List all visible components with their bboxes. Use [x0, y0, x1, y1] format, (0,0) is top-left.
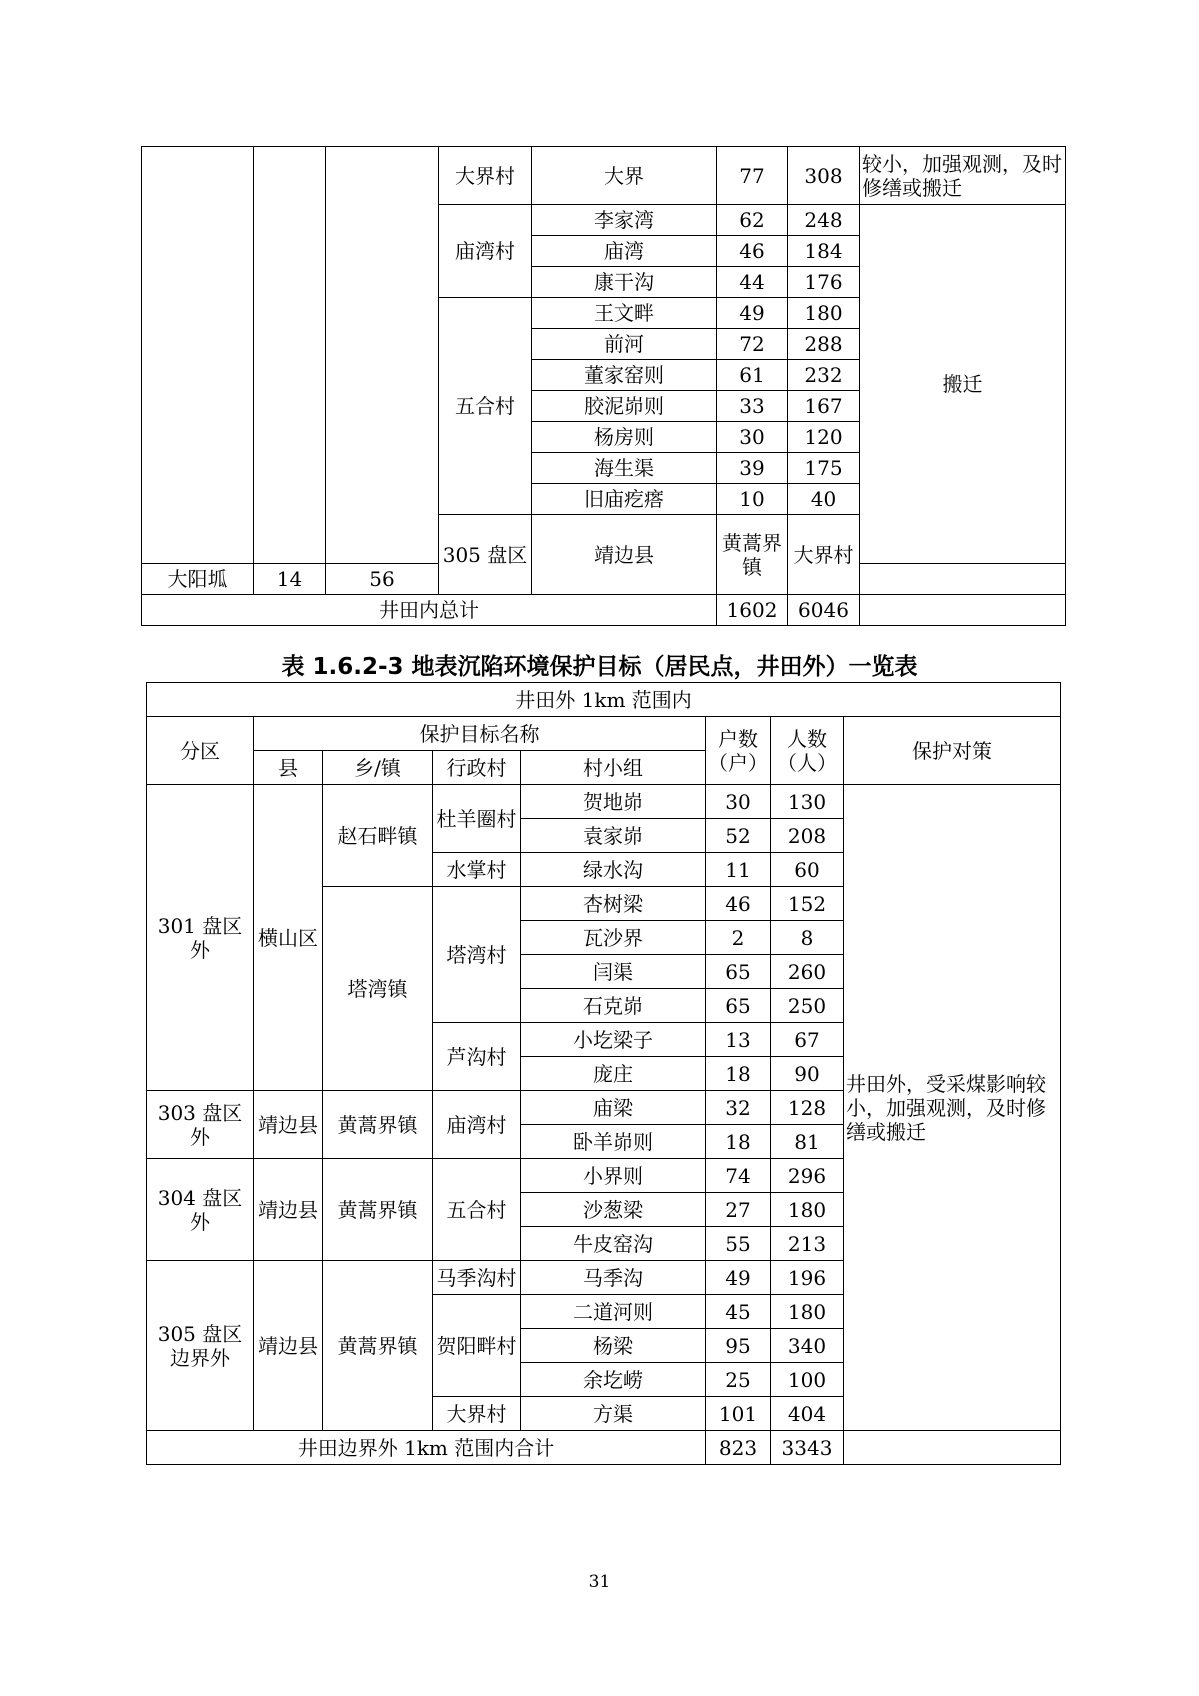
group-cell: 前河 [532, 329, 717, 360]
people-cell: 184 [788, 236, 860, 267]
group-cell: 小界则 [521, 1159, 706, 1193]
households-cell: 46 [706, 887, 771, 921]
total-label: 井田内总计 [142, 595, 717, 626]
group-cell: 海生渠 [532, 453, 717, 484]
town-cell: 黄蒿界镇 [717, 515, 788, 595]
people-cell: 81 [771, 1125, 844, 1159]
table-continued [141, 146, 1066, 626]
group-cell: 绿水沟 [521, 853, 706, 887]
total-households: 1602 [717, 595, 788, 626]
group-cell: 大阳坬 [142, 564, 254, 595]
households-cell: 11 [706, 853, 771, 887]
households-cell: 18 [706, 1057, 771, 1091]
people-cell: 250 [771, 989, 844, 1023]
people-cell: 260 [771, 955, 844, 989]
village-cell: 大界村 [439, 147, 532, 205]
header-county: 县 [254, 751, 323, 785]
households-cell: 10 [717, 484, 788, 515]
town-cell: 黄蒿界镇 [323, 1261, 433, 1431]
total-households: 823 [706, 1431, 771, 1465]
group-cell: 马季沟 [521, 1261, 706, 1295]
zone-cell: 301 盘区外 [147, 785, 254, 1091]
households-cell: 49 [706, 1261, 771, 1295]
group-cell: 杨房则 [532, 422, 717, 453]
group-cell: 石克峁 [521, 989, 706, 1023]
households-cell: 32 [706, 1091, 771, 1125]
header-zone: 分区 [147, 717, 254, 785]
group-cell: 大界 [532, 147, 717, 205]
village-cell: 五合村 [439, 298, 532, 515]
people-cell: 232 [788, 360, 860, 391]
people-cell: 120 [788, 422, 860, 453]
group-cell: 二道河则 [521, 1295, 706, 1329]
households-cell: 74 [706, 1159, 771, 1193]
people-cell: 90 [771, 1057, 844, 1091]
people-cell: 60 [771, 853, 844, 887]
village-cell: 五合村 [433, 1159, 521, 1261]
town-cell: 塔湾镇 [323, 887, 433, 1091]
group-cell: 旧庙疙瘩 [532, 484, 717, 515]
households-cell: 45 [706, 1295, 771, 1329]
village-cell: 水掌村 [433, 853, 521, 887]
people-cell: 180 [771, 1295, 844, 1329]
group-cell: 沙葱梁 [521, 1193, 706, 1227]
households-cell: 13 [706, 1023, 771, 1057]
page-number: 31 [588, 1572, 611, 1592]
village-cell: 马季沟村 [433, 1261, 521, 1295]
people-cell: 130 [771, 785, 844, 819]
households-cell: 2 [706, 921, 771, 955]
people-cell: 340 [771, 1329, 844, 1363]
households-cell: 33 [717, 391, 788, 422]
measure-cell: 井田外，受采煤影响较小，加强观测，及时修缮或搬迁 [844, 785, 1061, 1431]
people-cell: 67 [771, 1023, 844, 1057]
households-cell: 77 [717, 147, 788, 205]
group-cell: 牛皮窑沟 [521, 1227, 706, 1261]
total-people: 3343 [771, 1431, 844, 1465]
group-cell: 小圪梁子 [521, 1023, 706, 1057]
zone-cell: 305 盘区边界外 [147, 1261, 254, 1431]
households-cell: 65 [706, 989, 771, 1023]
group-cell: 庙梁 [521, 1091, 706, 1125]
people-cell: 296 [771, 1159, 844, 1193]
table-title: 表 1.6.2-3 地表沉陷环境保护目标（居民点，井田外）一览表 [281, 654, 918, 680]
households-cell: 55 [706, 1227, 771, 1261]
zone-cell: 304 盘区外 [147, 1159, 254, 1261]
households-cell: 14 [254, 564, 326, 595]
header-people: 人数（人） [771, 717, 844, 785]
group-cell: 瓦沙界 [521, 921, 706, 955]
group-cell: 闫渠 [521, 955, 706, 989]
measure-cell: 搬迁 [860, 205, 1066, 564]
header-town: 乡/镇 [323, 751, 433, 785]
zone-cell: 303 盘区外 [147, 1091, 254, 1159]
group-cell: 康干沟 [532, 267, 717, 298]
county-cell: 横山区 [254, 785, 323, 1091]
village-cell: 大界村 [433, 1397, 521, 1431]
people-cell: 196 [771, 1261, 844, 1295]
town-cell: 赵石畔镇 [323, 785, 433, 887]
village-cell: 大界村 [788, 515, 860, 595]
people-cell: 175 [788, 453, 860, 484]
households-cell: 72 [717, 329, 788, 360]
group-cell: 王文畔 [532, 298, 717, 329]
village-cell: 庙湾村 [439, 205, 532, 298]
zone-cell: 305 盘区 [439, 515, 532, 595]
households-cell: 25 [706, 1363, 771, 1397]
group-cell: 李家湾 [532, 205, 717, 236]
households-cell: 30 [717, 422, 788, 453]
group-cell: 杏树梁 [521, 887, 706, 921]
households-cell: 49 [717, 298, 788, 329]
people-cell: 176 [788, 267, 860, 298]
header-measure: 保护对策 [844, 717, 1061, 785]
people-cell: 208 [771, 819, 844, 853]
households-cell: 18 [706, 1125, 771, 1159]
people-cell: 56 [326, 564, 439, 595]
group-cell: 方渠 [521, 1397, 706, 1431]
group-cell: 庙湾 [532, 236, 717, 267]
people-cell: 180 [771, 1193, 844, 1227]
households-cell: 95 [706, 1329, 771, 1363]
people-cell: 152 [771, 887, 844, 921]
village-cell: 杜羊圈村 [433, 785, 521, 853]
people-cell: 100 [771, 1363, 844, 1397]
county-cell: 靖边县 [254, 1261, 323, 1431]
header-target: 保护目标名称 [254, 717, 706, 751]
households-cell: 44 [717, 267, 788, 298]
table-outside-field [146, 682, 1061, 1465]
people-cell: 180 [788, 298, 860, 329]
header-village: 行政村 [433, 751, 521, 785]
households-cell: 62 [717, 205, 788, 236]
people-cell: 8 [771, 921, 844, 955]
group-cell: 袁家峁 [521, 819, 706, 853]
group-cell: 卧羊峁则 [521, 1125, 706, 1159]
group-cell: 贺地峁 [521, 785, 706, 819]
county-cell: 靖边县 [254, 1159, 323, 1261]
households-cell: 65 [706, 955, 771, 989]
households-cell: 30 [706, 785, 771, 819]
total-label: 井田边界外 1km 范围内合计 [147, 1431, 706, 1465]
group-cell: 杨梁 [521, 1329, 706, 1363]
group-cell: 董家窑则 [532, 360, 717, 391]
households-cell: 27 [706, 1193, 771, 1227]
households-cell: 52 [706, 819, 771, 853]
village-cell: 贺阳畔村 [433, 1295, 521, 1397]
town-cell: 黄蒿界镇 [323, 1091, 433, 1159]
group-cell: 庞庄 [521, 1057, 706, 1091]
measure-cell: 较小，加强观测，及时修缮或搬迁 [860, 147, 1066, 205]
households-cell: 46 [717, 236, 788, 267]
table-caption: 井田外 1km 范围内 [147, 683, 1061, 717]
header-households: 户数（户） [706, 717, 771, 785]
people-cell: 213 [771, 1227, 844, 1261]
group-cell: 胶泥峁则 [532, 391, 717, 422]
village-cell: 塔湾村 [433, 887, 521, 1023]
households-cell: 61 [717, 360, 788, 391]
households-cell: 101 [706, 1397, 771, 1431]
town-cell: 黄蒿界镇 [323, 1159, 433, 1261]
village-cell: 芦沟村 [433, 1023, 521, 1091]
group-cell: 余圪崂 [521, 1363, 706, 1397]
people-cell: 288 [788, 329, 860, 360]
header-group: 村小组 [521, 751, 706, 785]
county-cell: 靖边县 [532, 515, 717, 595]
people-cell: 128 [771, 1091, 844, 1125]
people-cell: 308 [788, 147, 860, 205]
total-people: 6046 [788, 595, 860, 626]
county-cell: 靖边县 [254, 1091, 323, 1159]
village-cell: 庙湾村 [433, 1091, 521, 1159]
people-cell: 404 [771, 1397, 844, 1431]
people-cell: 40 [788, 484, 860, 515]
people-cell: 248 [788, 205, 860, 236]
households-cell: 39 [717, 453, 788, 484]
people-cell: 167 [788, 391, 860, 422]
